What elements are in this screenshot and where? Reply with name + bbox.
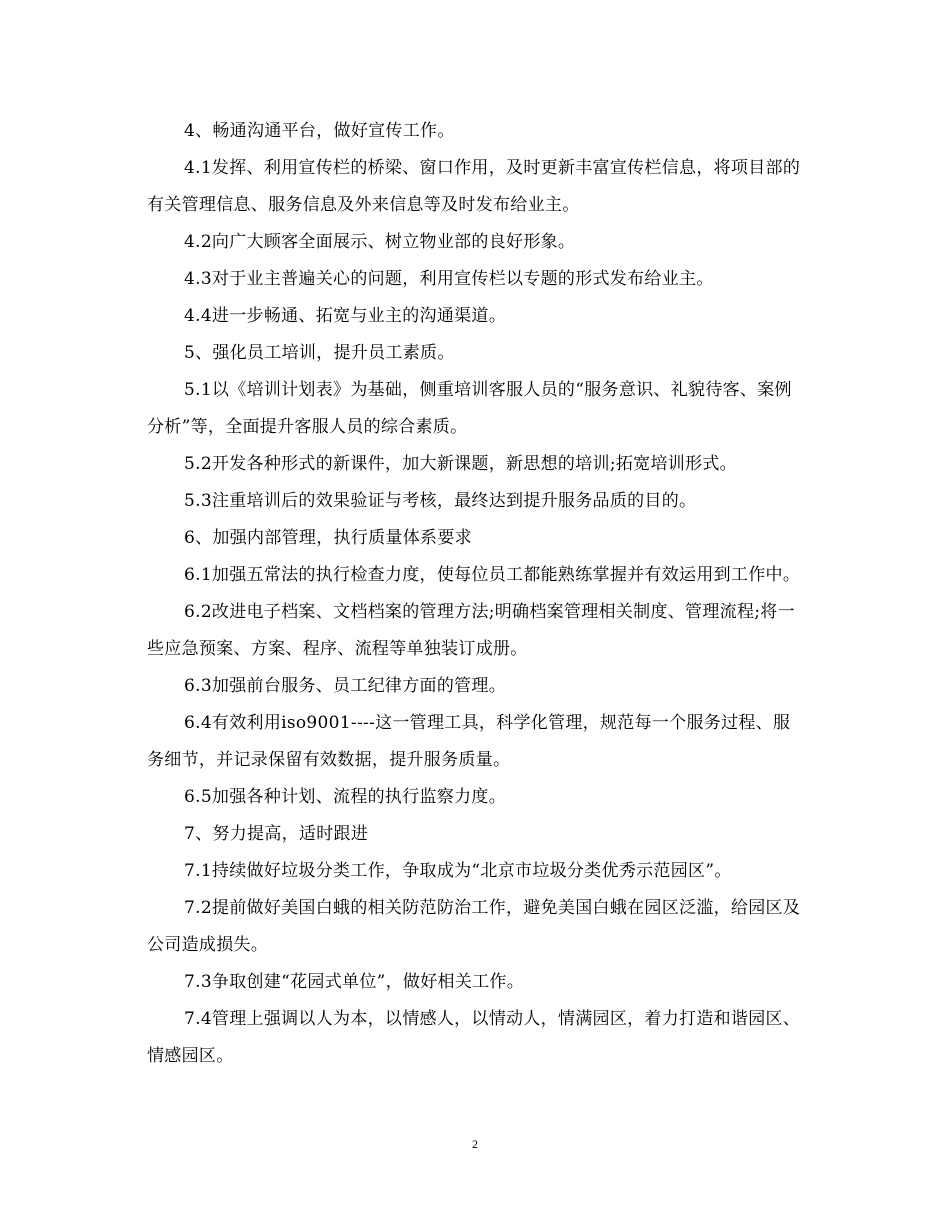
paragraph-section-6-heading: 6、加强内部管理，执行质量体系要求 [184,528,472,548]
paragraph-4-4: 4.4进一步畅通、拓宽与业主的沟通渠道。 [184,306,507,326]
paragraph-5-3: 5.3注重培训后的效果验证与考核，最终达到提升服务品质的目的。 [184,491,697,511]
paragraph-section-5-heading: 5、强化员工培训，提升员工素质。 [184,343,455,363]
paragraph-7-1: 7.1持续做好垃圾分类工作，争取成为“北京市垃圾分类优秀示范园区”。 [184,861,732,881]
paragraph-6-5: 6.5加强各种计划、流程的执行监察力度。 [184,787,507,807]
document-body [147,113,807,1075]
paragraph-6-2: 6.2改进电子档案、文档档案的管理方法;明确档案管理相关制度、管理流程;将一些应急预案、方案、程序、流程等单独装订成册。 [147,602,795,659]
page-number: 2 [472,1137,478,1151]
paragraph-7-3: 7.3争取创建“花园式单位”，做好相关工作。 [184,972,525,992]
paragraph-5-2: 5.2开发各种形式的新课件，加大新课题，新思想的培训;拓宽培训形式。 [184,454,737,474]
paragraph-section-4-heading: 4、畅通沟通平台，做好宣传工作。 [184,121,455,141]
paragraph-6-1: 6.1加强五常法的执行检查力度，使每位员工都能熟练掌握并有效运用到工作中。 [184,565,801,585]
paragraph-4-3: 4.3对于业主普遍关心的问题，利用宣传栏以专题的形式发布给业主。 [184,269,714,289]
paragraph-7-2: 7.2提前做好美国白蛾的相关防范防治工作，避免美国白蛾在园区泛滥，给园区及公司造成损失。 [147,898,801,955]
paragraph-7-4: 7.4管理上强调以人为本，以情感人，以情动人，情满园区，着力打造和谐园区、情感园区。 [147,1009,801,1066]
paragraph-section-7-heading: 7、努力提高，适时跟进 [184,824,369,844]
paragraph-4-2: 4.2向广大顾客全面展示、树立物业部的良好形象。 [184,232,576,252]
paragraph-5-1: 5.1以《培训计划表》为基础，侧重培训客服人员的“服务意识、礼貌待客、案例分析”等，全面提升客服人员的综合素质。 [147,380,792,437]
paragraph-6-4: 6.4有效利用iso9001----这一管理工具，科学化管理，规范每一个服务过程、服务细节，并记录保留有效数据，提升服务质量。 [147,713,791,770]
paragraph-6-3: 6.3加强前台服务、员工纪律方面的管理。 [184,676,507,696]
paragraph-4-1: 4.1发挥、利用宣传栏的桥梁、窗口作用，及时更新丰富宣传栏信息，将项目部的有关管理信息、服务信息及外来信息等及时发布给业主。 [147,158,801,215]
